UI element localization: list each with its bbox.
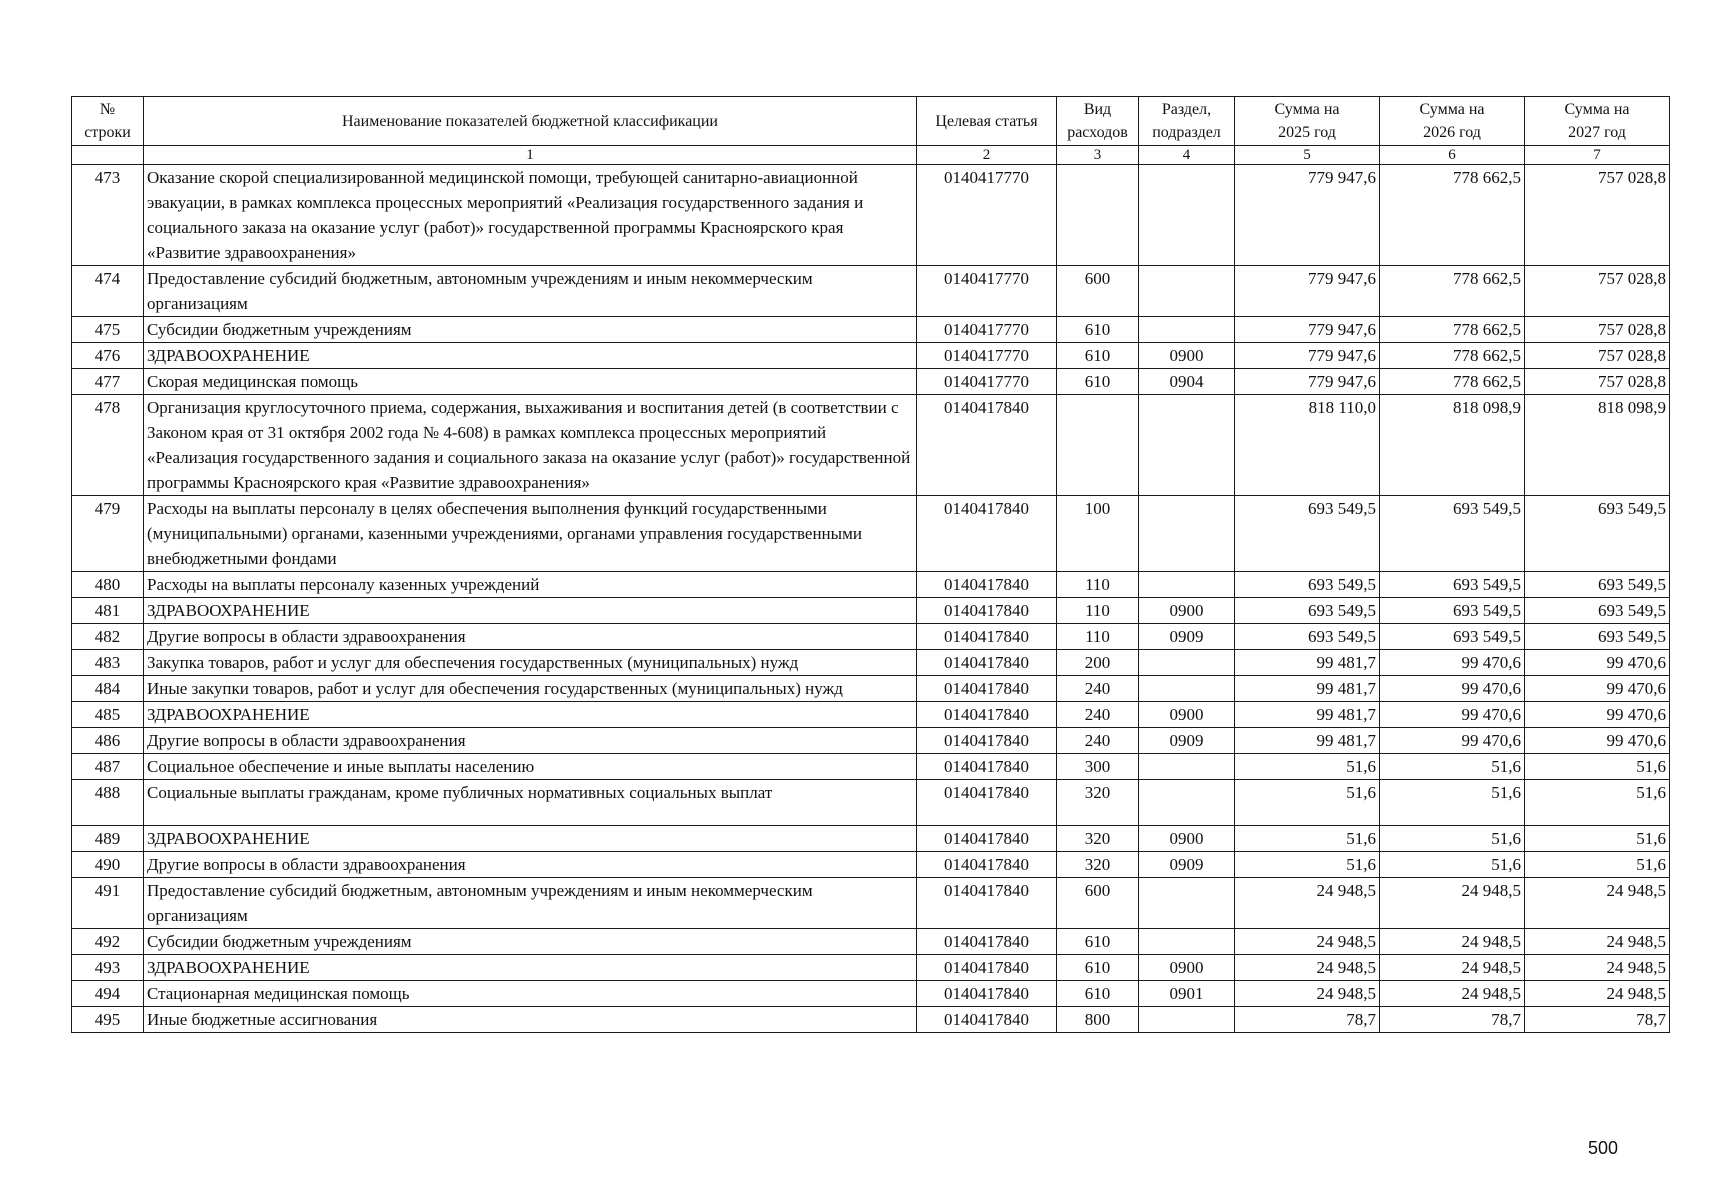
sum-2027: 757 028,8 (1525, 165, 1670, 266)
row-number: 475 (72, 317, 144, 343)
budget-table (71, 96, 1670, 1033)
target-article: 0140417840 (917, 754, 1057, 780)
row-number: 474 (72, 266, 144, 317)
sum-2027: 99 470,6 (1525, 702, 1670, 728)
table-body (72, 165, 1670, 1033)
sum-2025: 693 549,5 (1235, 598, 1380, 624)
column-number: 3 (1057, 146, 1139, 165)
table-row (72, 650, 1670, 676)
sum-2026: 51,6 (1380, 754, 1525, 780)
indicator-name: Закупка товаров, работ и услуг для обеспечения государственных (муниципальных) нужд (144, 650, 917, 676)
target-article: 0140417840 (917, 878, 1057, 929)
expense-kind: 600 (1057, 266, 1139, 317)
row-number: 490 (72, 852, 144, 878)
sum-2025: 51,6 (1235, 826, 1380, 852)
sum-2025: 51,6 (1235, 780, 1380, 826)
sum-2025: 779 947,6 (1235, 317, 1380, 343)
sum-2025: 693 549,5 (1235, 624, 1380, 650)
table-row (72, 165, 1670, 266)
table-row (72, 981, 1670, 1007)
sum-2026: 78,7 (1380, 1007, 1525, 1033)
sum-2027: 51,6 (1525, 852, 1670, 878)
expense-kind: 110 (1057, 598, 1139, 624)
header-section-text: Раздел, подраздел (1152, 101, 1221, 141)
header-target-article (917, 97, 1057, 146)
expense-kind: 610 (1057, 343, 1139, 369)
expense-kind: 200 (1057, 650, 1139, 676)
column-number: 4 (1139, 146, 1235, 165)
table-row (72, 728, 1670, 754)
expense-kind: 600 (1057, 878, 1139, 929)
table-row (72, 702, 1670, 728)
target-article: 0140417770 (917, 343, 1057, 369)
expense-kind: 610 (1057, 369, 1139, 395)
sum-2027: 693 549,5 (1525, 572, 1670, 598)
target-article: 0140417840 (917, 624, 1057, 650)
sum-2026: 778 662,5 (1380, 165, 1525, 266)
expense-kind: 100 (1057, 496, 1139, 572)
row-number: 478 (72, 395, 144, 496)
table-row (72, 317, 1670, 343)
expense-kind (1057, 395, 1139, 496)
section-code (1139, 780, 1235, 826)
sum-2025: 99 481,7 (1235, 702, 1380, 728)
sum-2026: 51,6 (1380, 826, 1525, 852)
target-article: 0140417840 (917, 598, 1057, 624)
target-article: 0140417840 (917, 395, 1057, 496)
table-row (72, 754, 1670, 780)
section-code (1139, 395, 1235, 496)
sum-2025: 78,7 (1235, 1007, 1380, 1033)
section-code (1139, 165, 1235, 266)
sum-2026: 99 470,6 (1380, 728, 1525, 754)
target-article: 0140417770 (917, 266, 1057, 317)
sum-2025: 99 481,7 (1235, 676, 1380, 702)
row-number: 487 (72, 754, 144, 780)
section-code: 0900 (1139, 702, 1235, 728)
sum-2027: 757 028,8 (1525, 343, 1670, 369)
target-article: 0140417840 (917, 826, 1057, 852)
sum-2025: 693 549,5 (1235, 572, 1380, 598)
column-number: 6 (1380, 146, 1525, 165)
indicator-name: ЗДРАВООХРАНЕНИЕ (144, 598, 917, 624)
table-row (72, 955, 1670, 981)
target-article: 0140417840 (917, 981, 1057, 1007)
sum-2025: 818 110,0 (1235, 395, 1380, 496)
sum-2025: 51,6 (1235, 852, 1380, 878)
sum-2026: 693 549,5 (1380, 624, 1525, 650)
section-code (1139, 266, 1235, 317)
section-code: 0900 (1139, 955, 1235, 981)
table-row (72, 343, 1670, 369)
target-article: 0140417840 (917, 1007, 1057, 1033)
row-number: 484 (72, 676, 144, 702)
sum-2027: 99 470,6 (1525, 676, 1670, 702)
expense-kind: 110 (1057, 624, 1139, 650)
header-row-number (72, 97, 144, 146)
table-row (72, 929, 1670, 955)
column-number: 5 (1235, 146, 1380, 165)
table-row (72, 878, 1670, 929)
section-code (1139, 650, 1235, 676)
expense-kind: 240 (1057, 702, 1139, 728)
sum-2027: 51,6 (1525, 826, 1670, 852)
row-number: 495 (72, 1007, 144, 1033)
sum-2026: 778 662,5 (1380, 343, 1525, 369)
expense-kind: 240 (1057, 676, 1139, 702)
column-number (72, 146, 144, 165)
header-name-text: Наименование показателей бюджетной классификации (342, 112, 718, 130)
target-article: 0140417840 (917, 852, 1057, 878)
expense-kind: 320 (1057, 852, 1139, 878)
sum-2026: 778 662,5 (1380, 266, 1525, 317)
indicator-name: Субсидии бюджетным учреждениям (144, 929, 917, 955)
indicator-name: Расходы на выплаты персоналу в целях обеспечения выполнения функций государственными (муниципальными) органами, казенными учреждениями, органами управления государственными внебюджетными фондами (144, 496, 917, 572)
row-number: 491 (72, 878, 144, 929)
section-code (1139, 1007, 1235, 1033)
header-sum-2026-text: Сумма на 2026 год (1419, 101, 1485, 141)
row-number: 494 (72, 981, 144, 1007)
sum-2027: 51,6 (1525, 754, 1670, 780)
sum-2027: 24 948,5 (1525, 981, 1670, 1007)
target-article: 0140417770 (917, 165, 1057, 266)
indicator-name: Социальные выплаты гражданам, кроме публичных нормативных социальных выплат (144, 780, 917, 826)
indicator-name: Другие вопросы в области здравоохранения (144, 624, 917, 650)
indicator-name: Предоставление субсидий бюджетным, автономным учреждениям и иным некоммерческим организациям (144, 878, 917, 929)
target-article: 0140417840 (917, 955, 1057, 981)
section-code (1139, 496, 1235, 572)
sum-2026: 24 948,5 (1380, 878, 1525, 929)
indicator-name: ЗДРАВООХРАНЕНИЕ (144, 702, 917, 728)
sum-2026: 99 470,6 (1380, 676, 1525, 702)
sum-2025: 779 947,6 (1235, 266, 1380, 317)
header-sum-2026 (1380, 97, 1525, 146)
row-number: 477 (72, 369, 144, 395)
indicator-name: Организация круглосуточного приема, содержания, выхаживания и воспитания детей (в соответствии с Законом края от 31 октября 2002 года № 4-608) в рамках комплекса процессных мероприятий «Реализация государственного задания и социального заказа на оказание услуг (работ)» государственной программы Красноярского края «Развитие здравоохранения» (144, 395, 917, 496)
section-code: 0909 (1139, 624, 1235, 650)
sum-2025: 693 549,5 (1235, 496, 1380, 572)
header-sum-2027 (1525, 97, 1670, 146)
expense-kind: 610 (1057, 317, 1139, 343)
sum-2027: 757 028,8 (1525, 266, 1670, 317)
target-article: 0140417840 (917, 702, 1057, 728)
target-article: 0140417840 (917, 650, 1057, 676)
header-row-number-text: № строки (84, 101, 131, 141)
table-row (72, 496, 1670, 572)
sum-2025: 24 948,5 (1235, 878, 1380, 929)
table-row (72, 598, 1670, 624)
target-article: 0140417840 (917, 496, 1057, 572)
sum-2025: 24 948,5 (1235, 929, 1380, 955)
target-article: 0140417770 (917, 317, 1057, 343)
expense-kind: 610 (1057, 955, 1139, 981)
section-code (1139, 676, 1235, 702)
sum-2025: 24 948,5 (1235, 981, 1380, 1007)
header-row (72, 97, 1670, 146)
header-target-text: Целевая статья (935, 112, 1038, 130)
expense-kind: 610 (1057, 981, 1139, 1007)
row-number: 481 (72, 598, 144, 624)
section-code (1139, 754, 1235, 780)
sum-2026: 818 098,9 (1380, 395, 1525, 496)
table-row (72, 826, 1670, 852)
section-code: 0900 (1139, 598, 1235, 624)
target-article: 0140417840 (917, 572, 1057, 598)
sum-2026: 693 549,5 (1380, 572, 1525, 598)
indicator-name: Предоставление субсидий бюджетным, автономным учреждениям и иным некоммерческим организациям (144, 266, 917, 317)
indicator-name: Другие вопросы в области здравоохранения (144, 852, 917, 878)
sum-2027: 757 028,8 (1525, 369, 1670, 395)
sum-2027: 24 948,5 (1525, 878, 1670, 929)
row-number: 493 (72, 955, 144, 981)
row-number: 473 (72, 165, 144, 266)
expense-kind: 110 (1057, 572, 1139, 598)
header-expense-kind (1057, 97, 1139, 146)
target-article: 0140417840 (917, 676, 1057, 702)
indicator-name: Субсидии бюджетным учреждениям (144, 317, 917, 343)
sum-2027: 693 549,5 (1525, 496, 1670, 572)
section-code (1139, 929, 1235, 955)
column-number: 7 (1525, 146, 1670, 165)
sum-2025: 779 947,6 (1235, 369, 1380, 395)
column-number: 2 (917, 146, 1057, 165)
section-code: 0900 (1139, 343, 1235, 369)
section-code: 0909 (1139, 728, 1235, 754)
row-number: 480 (72, 572, 144, 598)
table-row (72, 572, 1670, 598)
sum-2026: 24 948,5 (1380, 955, 1525, 981)
table-row (72, 780, 1670, 826)
table-row (72, 852, 1670, 878)
section-code (1139, 878, 1235, 929)
table-row (72, 624, 1670, 650)
expense-kind (1057, 165, 1139, 266)
table-row (72, 1007, 1670, 1033)
row-number: 482 (72, 624, 144, 650)
row-number: 483 (72, 650, 144, 676)
sum-2025: 779 947,6 (1235, 343, 1380, 369)
indicator-name: Скорая медицинская помощь (144, 369, 917, 395)
indicator-name: Социальное обеспечение и иные выплаты населению (144, 754, 917, 780)
sum-2027: 818 098,9 (1525, 395, 1670, 496)
indicator-name: Расходы на выплаты персоналу казенных учреждений (144, 572, 917, 598)
indicator-name: ЗДРАВООХРАНЕНИЕ (144, 955, 917, 981)
table-row (72, 676, 1670, 702)
sum-2026: 24 948,5 (1380, 929, 1525, 955)
sum-2025: 51,6 (1235, 754, 1380, 780)
header-sum-2025-text: Сумма на 2025 год (1274, 101, 1340, 141)
sum-2027: 24 948,5 (1525, 955, 1670, 981)
indicator-name: Иные бюджетные ассигнования (144, 1007, 917, 1033)
indicator-name: Стационарная медицинская помощь (144, 981, 917, 1007)
sum-2026: 693 549,5 (1380, 598, 1525, 624)
target-article: 0140417770 (917, 369, 1057, 395)
target-article: 0140417840 (917, 728, 1057, 754)
sum-2027: 99 470,6 (1525, 650, 1670, 676)
row-number: 489 (72, 826, 144, 852)
target-article: 0140417840 (917, 929, 1057, 955)
expense-kind: 240 (1057, 728, 1139, 754)
section-code: 0904 (1139, 369, 1235, 395)
indicator-name: ЗДРАВООХРАНЕНИЕ (144, 826, 917, 852)
sum-2026: 778 662,5 (1380, 369, 1525, 395)
sum-2025: 779 947,6 (1235, 165, 1380, 266)
sum-2025: 99 481,7 (1235, 650, 1380, 676)
section-code (1139, 572, 1235, 598)
sum-2026: 51,6 (1380, 852, 1525, 878)
header-sum-2025 (1235, 97, 1380, 146)
page-number: 500 (1588, 1138, 1619, 1158)
expense-kind: 300 (1057, 754, 1139, 780)
column-number: 1 (144, 146, 917, 165)
indicator-name: Иные закупки товаров, работ и услуг для обеспечения государственных (муниципальных) нужд (144, 676, 917, 702)
row-number: 476 (72, 343, 144, 369)
row-number: 492 (72, 929, 144, 955)
header-kind-text: Вид расходов (1067, 101, 1128, 141)
sum-2026: 24 948,5 (1380, 981, 1525, 1007)
sum-2027: 51,6 (1525, 780, 1670, 826)
sum-2026: 778 662,5 (1380, 317, 1525, 343)
indicator-name: Другие вопросы в области здравоохранения (144, 728, 917, 754)
section-code: 0900 (1139, 826, 1235, 852)
sum-2025: 99 481,7 (1235, 728, 1380, 754)
indicator-name: ЗДРАВООХРАНЕНИЕ (144, 343, 917, 369)
target-article: 0140417840 (917, 780, 1057, 826)
expense-kind: 320 (1057, 780, 1139, 826)
table-row (72, 395, 1670, 496)
expense-kind: 610 (1057, 929, 1139, 955)
sum-2026: 51,6 (1380, 780, 1525, 826)
row-number: 486 (72, 728, 144, 754)
table-row (72, 369, 1670, 395)
sum-2027: 693 549,5 (1525, 624, 1670, 650)
section-code: 0901 (1139, 981, 1235, 1007)
column-number-row (72, 146, 1670, 165)
sum-2027: 693 549,5 (1525, 598, 1670, 624)
expense-kind: 320 (1057, 826, 1139, 852)
table-row (72, 266, 1670, 317)
indicator-name: Оказание скорой специализированной медицинской помощи, требующей санитарно-авиационной эвакуации, в рамках комплекса процессных мероприятий «Реализация государственного задания и социального заказа на оказание услуг (работ)» государственной программы Красноярского края «Развитие здравоохранения» (144, 165, 917, 266)
section-code: 0909 (1139, 852, 1235, 878)
sum-2027: 757 028,8 (1525, 317, 1670, 343)
row-number: 479 (72, 496, 144, 572)
row-number: 485 (72, 702, 144, 728)
row-number: 488 (72, 780, 144, 826)
expense-kind: 800 (1057, 1007, 1139, 1033)
sum-2026: 99 470,6 (1380, 702, 1525, 728)
sum-2026: 99 470,6 (1380, 650, 1525, 676)
header-section (1139, 97, 1235, 146)
sum-2027: 24 948,5 (1525, 929, 1670, 955)
header-name (144, 97, 917, 146)
sum-2026: 693 549,5 (1380, 496, 1525, 572)
sum-2025: 24 948,5 (1235, 955, 1380, 981)
sum-2027: 78,7 (1525, 1007, 1670, 1033)
header-sum-2027-text: Сумма на 2027 год (1564, 101, 1630, 141)
section-code (1139, 317, 1235, 343)
sum-2027: 99 470,6 (1525, 728, 1670, 754)
